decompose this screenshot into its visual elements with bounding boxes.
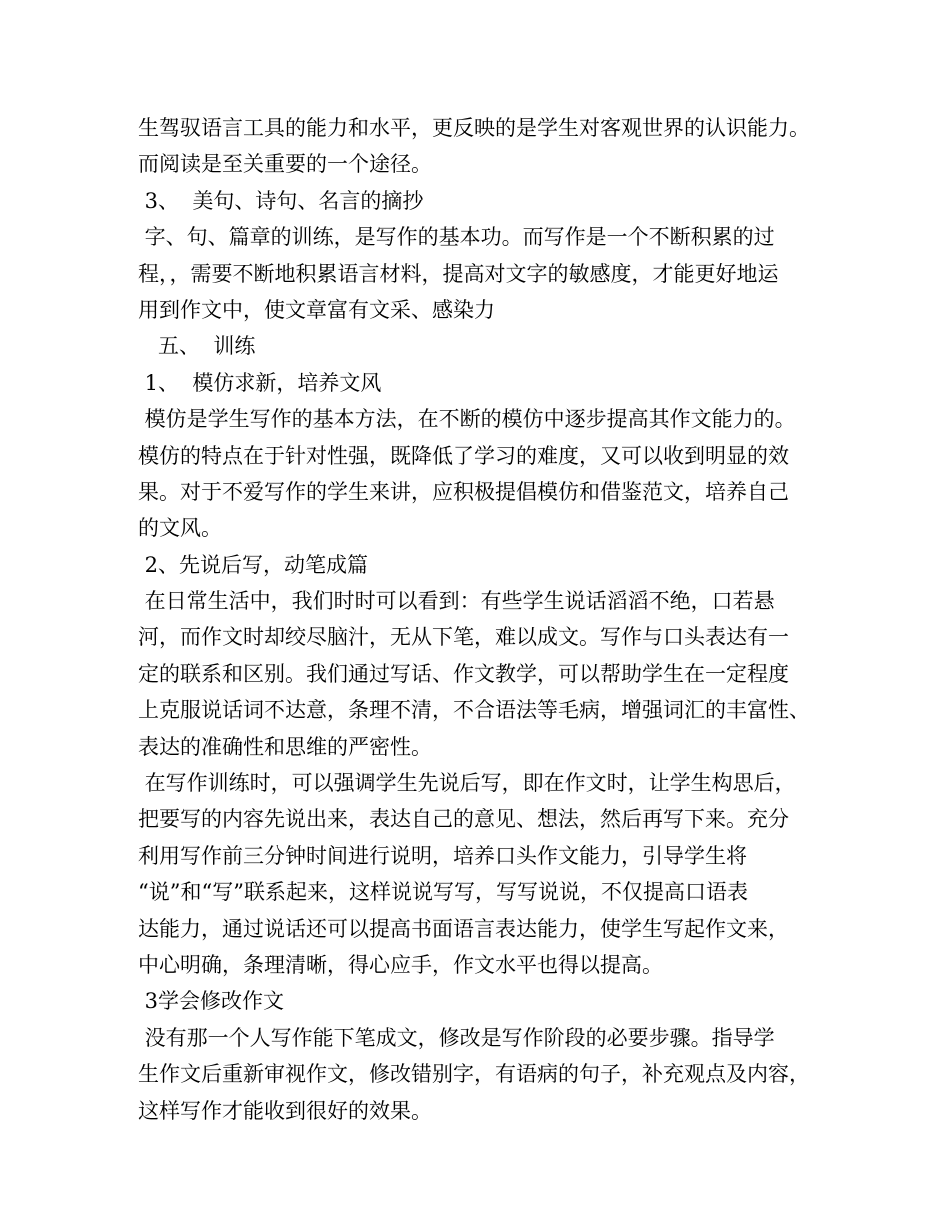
text-line: 生驾驭语言工具的能力和水平，更反映的是学生对客观世界的认识能力。: [138, 116, 810, 140]
text-line: 达能力，通过说话还可以提高书面语言表达能力，使学生写起作文来，: [138, 916, 789, 941]
text-line: 的文风。: [138, 516, 222, 541]
text-line: 没有那一个人写作能下笔成文，修改是写作阶段的必要步骤。指导学: [138, 1025, 775, 1050]
text-line: 利用写作前三分钟时间进行说明，培养口头作文能力，引导学生将: [138, 843, 747, 868]
text-line: 这样写作才能收到很好的效果。: [138, 1098, 432, 1123]
text-line: 表达的准确性和思维的严密性。: [138, 734, 432, 759]
text-line: 定的联系和区别。我们通过写话、作文教学，可以帮助学生在一定程度: [138, 661, 789, 686]
text-line: 河，而作文时却绞尽脑汁，无从下笔，难以成文。写作与口头表达有一: [138, 625, 789, 650]
text-line: 模仿的特点在于针对性强，既降低了学习的难度，又可以收到明显的效: [138, 443, 789, 468]
section-heading: 3学会修改作文: [138, 989, 285, 1014]
text-line: 果。对于不爱写作的学生来讲，应积极提倡模仿和借鉴范文，培养自己: [138, 479, 789, 504]
section-heading: 五、 训练: [138, 334, 256, 359]
section-heading: 3、 美句、诗句、名言的摘抄: [138, 188, 424, 213]
body-text: [138, 110, 838, 1129]
section-heading: 1、 模仿求新，培养文风: [138, 370, 382, 395]
text-line: 用到作文中，使文章富有文采、感染力: [138, 297, 495, 322]
text-line: 在写作训练时，可以强调学生先说后写，即在作文时，让学生构思后，: [138, 771, 796, 796]
text-line: 把要写的内容先说出来，表达自己的意见、想法，然后再写下来。充分: [138, 807, 789, 832]
text-line: 字、句、篇章的训练，是写作的基本功。而写作是一个不断积累的过: [138, 225, 775, 250]
text-line: 上克服说话词不达意，条理不清，不合语法等毛病，增强词汇的丰富性、: [138, 698, 810, 723]
text-line: 而阅读是至关重要的一个途径。: [138, 152, 432, 177]
text-line: 中心明确，条理清晰，得心应手，作文水平也得以提高。: [138, 952, 663, 977]
section-heading: 2、先说后写，动笔成篇: [138, 552, 369, 577]
text-line: “说”和“写”联系起来，这样说说写写，写写说说，不仅提高口语表: [138, 880, 748, 905]
text-line: 模仿是学生写作的基本方法，在不断的模仿中逐步提高其作文能力的。: [138, 407, 796, 432]
text-line: 程，，需要不断地积累语言材料，提高对文字的敏感度，才能更好地运: [138, 261, 779, 286]
text-line: 生作文后重新审视作文，修改错别字，有语病的句子，补充观点及内容，: [138, 1062, 810, 1087]
text-line: 在日常生活中，我们时时可以看到：有些学生说话滔滔不绝，口若悬: [138, 589, 775, 614]
